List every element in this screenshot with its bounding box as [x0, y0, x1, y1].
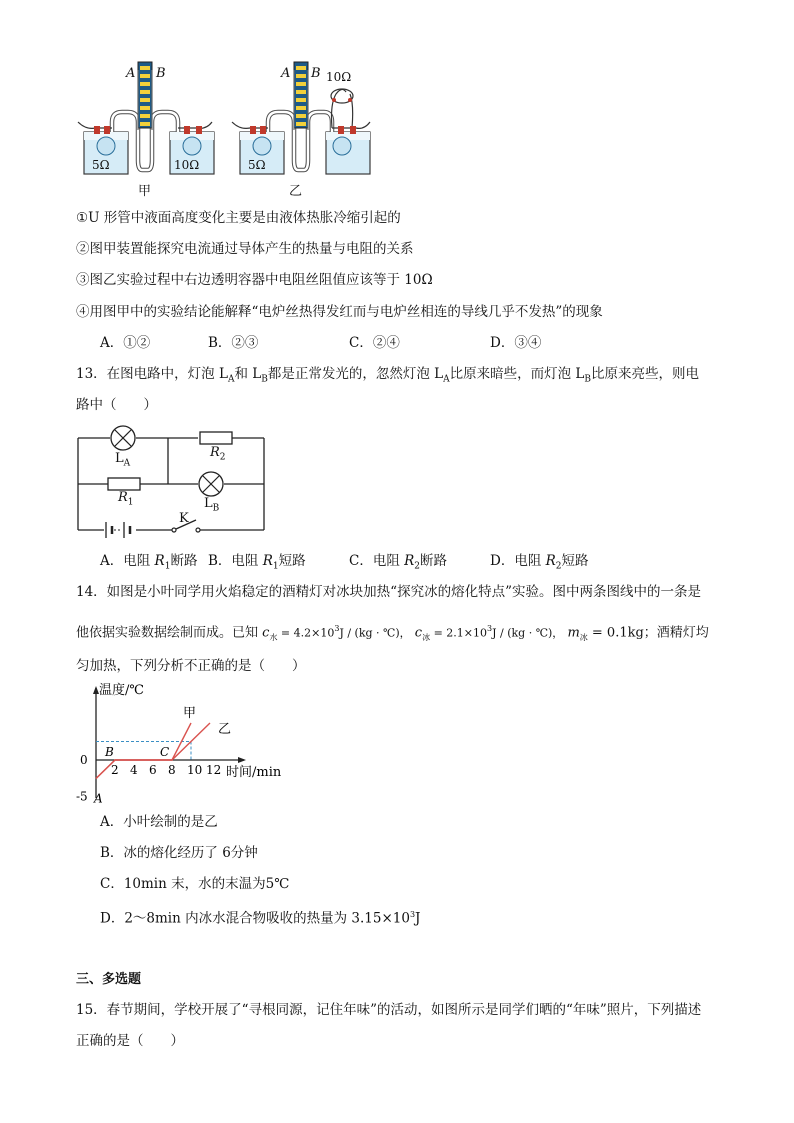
- q14-stem-line3: 匀加热，下列分析不正确的是（ ）: [76, 658, 306, 674]
- q13-option-b[interactable]: B．电阻 $R_1$短路: [208, 553, 306, 572]
- y-tick-label-neg5: -5: [76, 789, 88, 804]
- series-label-yi: 乙: [218, 722, 232, 737]
- q13-stem-line2: 路中（ ）: [76, 397, 157, 413]
- x-axis-label: 时间/min: [226, 765, 282, 780]
- q13-label-r2: $R_2$: [210, 445, 226, 463]
- x-tick-label-6: 6: [149, 763, 157, 777]
- q14-stem-line1: 14．如图是小叶同学用火焰稳定的酒精灯对冰块加热“探究冰的熔化特点”实验。图中两条图线中的一条是: [76, 584, 701, 600]
- q12-statement-4: ④用图甲中的实验结论能解释“电炉丝热得发红而与电炉丝相连的导线几乎不发热”的现象: [76, 304, 603, 320]
- q12-option-b[interactable]: B．②③: [208, 335, 259, 351]
- q14-option-c[interactable]: C．10min 末，水的末温为5℃: [100, 876, 290, 892]
- y-axis-label: 温度/℃: [99, 683, 144, 698]
- fig12-r-outside-yi: 10Ω: [326, 70, 352, 84]
- x-axis-arrow: [238, 757, 246, 763]
- x-tick-label-2: 2: [111, 763, 119, 777]
- fig12-r-left-yi: 5Ω: [248, 158, 266, 172]
- fig12-label-b-jia: B: [156, 66, 166, 81]
- q13-circuit-diagram: [0, 420, 794, 550]
- q14-stem-line2: 他依据实验数据绘制而成。已知 $c_水 = 4.2\times 10^3J / (kg$ · ℃)， $c_冰 = 2.1\times 10^3J / (kg$ · ℃)， $m_冰 = 0.1kg$；酒精灯均: [76, 624, 709, 642]
- q12-statement-3: ③图乙实验过程中右边透明容器中电阻丝阻值应该等于 10Ω: [76, 272, 433, 288]
- q13-option-d[interactable]: D．电阻 $R_2$短路: [490, 553, 589, 572]
- q12-option-a[interactable]: A．①②: [100, 335, 151, 351]
- q14-option-b[interactable]: B．冰的熔化经历了 6分钟: [100, 845, 258, 861]
- q12-option-c[interactable]: C．②④: [349, 335, 400, 351]
- x-tick-label-8: 8: [168, 763, 176, 777]
- series-label-jia: 甲: [183, 706, 197, 721]
- section-3-title: 三、多选题: [76, 972, 142, 987]
- q15-stem-line1: 15．春节期间，学校开展了“寻根同源，记住年味”的活动，如图所示是同学们晒的“年味”照片，下列描述: [76, 1002, 702, 1018]
- q12-statement-1: ①U 形管中液面高度变化主要是由液体热胀冷缩引起的: [76, 210, 401, 226]
- q12-statement-2: ②图甲装置能探究电流通过导体产生的热量与电阻的关系: [76, 241, 414, 257]
- x-tick-label-10: 10: [187, 763, 203, 777]
- q13-label-switch: K: [179, 511, 189, 526]
- fig12-label-b-yi: B: [311, 66, 321, 81]
- fig12-caption-jia: 甲: [138, 184, 152, 199]
- q12-option-d[interactable]: D．③④: [490, 335, 542, 351]
- q13-option-c[interactable]: C．电阻 $R_2$断路: [349, 553, 448, 572]
- fig12-caption-yi: 乙: [289, 184, 303, 199]
- q13-label-lb: $L_B$: [204, 496, 220, 514]
- x-tick-label-4: 4: [130, 763, 138, 777]
- q14-option-d[interactable]: D．2～8min 内冰水混合物吸收的热量为 $3.15\times 10^3J$: [100, 910, 421, 927]
- point-label-c: C: [160, 745, 170, 759]
- figure-12-apparatus: [0, 0, 794, 200]
- x-tick-label-12: 12: [206, 763, 222, 777]
- fig12-r-right-jia: 10Ω: [174, 158, 200, 172]
- q13-stem-line1: 13．在图电路中，灯泡 $L_A$和 $L_B$都是正常发光的，忽然灯泡 $L_A$比原来暗些，而灯泡 $L_B$比原来亮些，则电: [76, 366, 699, 385]
- q14-option-a[interactable]: A．小叶绘制的是乙: [100, 814, 218, 830]
- y-tick-label-0: 0: [80, 753, 88, 767]
- point-label-a: A: [94, 791, 103, 806]
- q15-stem-line2: 正确的是（ ）: [76, 1033, 184, 1049]
- q14-temperature-time-chart: [0, 680, 794, 810]
- point-label-b: B: [105, 745, 114, 759]
- fig12-label-a-jia: A: [126, 66, 136, 81]
- q13-option-a[interactable]: A．电阻 $R_1$断路: [100, 553, 198, 572]
- q13-label-la: $L_A$: [115, 451, 131, 469]
- fig12-label-a-yi: A: [281, 66, 291, 81]
- q13-label-r1: $R_1$: [118, 490, 134, 508]
- fig12-r-left-jia: 5Ω: [92, 158, 110, 172]
